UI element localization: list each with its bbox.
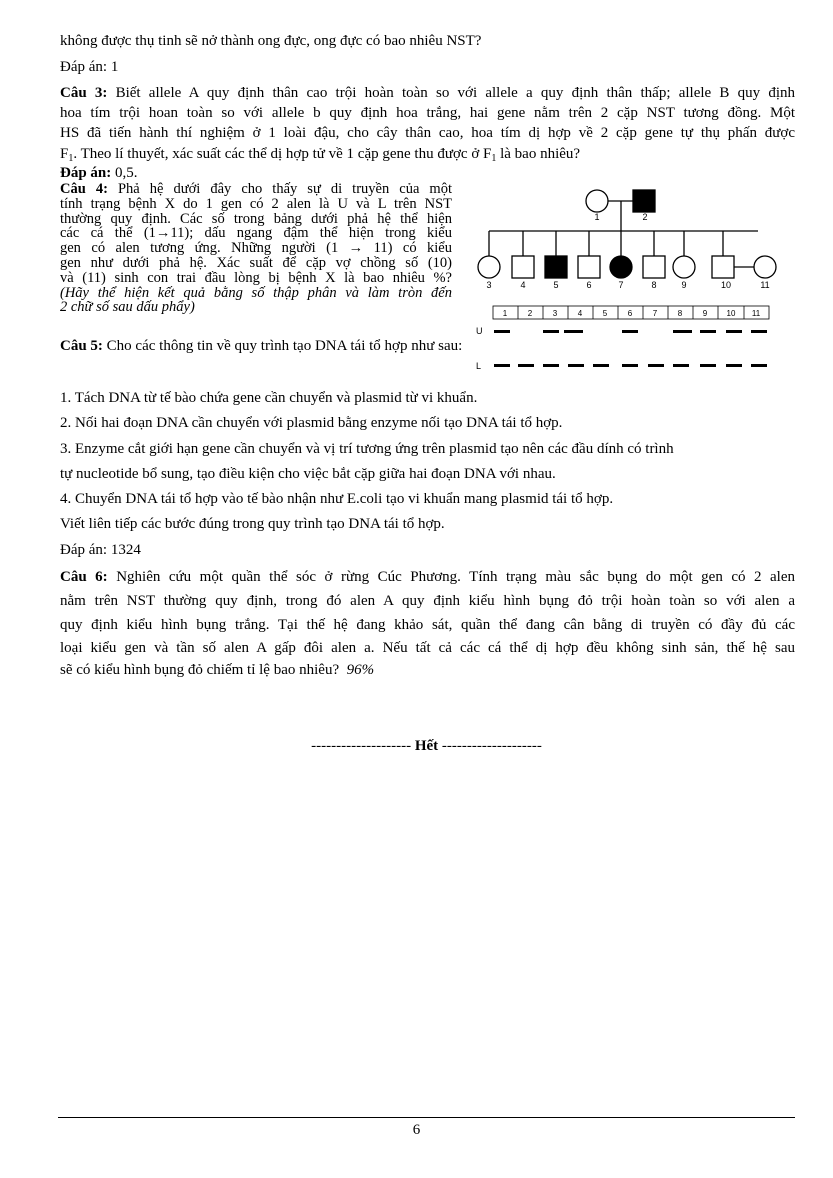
individual-2-male-affected	[633, 190, 655, 212]
svg-text:7: 7	[652, 309, 658, 318]
q6-label: Câu 6:	[60, 569, 108, 585]
q6-answer: 96%	[346, 662, 375, 678]
svg-text:4: 4	[577, 309, 583, 318]
row-l-label: L	[476, 361, 482, 371]
q6-line-5: sẽ có kiểu hình bụng đỏ chiếm tỉ lệ bao nhiêu? 96%	[60, 662, 375, 678]
individual-3-female	[478, 256, 500, 278]
svg-text:11: 11	[751, 309, 761, 318]
q5-step-4: 4. Chuyển DNA tái tổ hợp vào tế bào nhận như E.coli tạo vi khuẩn mang plasmid tái tổ hợp.	[60, 491, 614, 507]
q5-step-3b: tự nucleotide bổ sung, tạo điều kiện cho việc bắt cặp giữa hai đoạn DNA với nhau.	[60, 466, 556, 482]
row-u-label: U	[476, 326, 483, 336]
page-number: 6	[412, 1122, 421, 1138]
q3-label: Câu 3:	[60, 85, 108, 101]
q4-line-3: thường quy định. Các số trong bảng dưới phả hệ thể hiện	[60, 210, 452, 227]
q4-line-7: và (11) sinh con trai đầu lòng bị bệnh X là bao nhiêu %?	[60, 269, 452, 286]
row-u-bars	[494, 330, 767, 333]
q6-line-3: quy định kiểu hình bụng trắng. Tại thế hệ đang khảo sát, quần thể đang cân bằng di truyền có đầy đủ các	[60, 617, 795, 633]
q6-line-4: loại kiểu gen và tần số alen A gấp đôi alen a. Nếu tất cả các cá thể dị hợp đều không sinh sản, thế hệ sau	[60, 640, 795, 656]
q5-step-3a: 3. Enzyme cắt giới hạn gene cần chuyển và vị trí tương ứng trên plasmid tạo nên các đầu dính có trình	[60, 441, 674, 457]
label-5: 5	[553, 280, 559, 290]
individual-8-male	[643, 256, 665, 278]
individual-6-male	[578, 256, 600, 278]
label-8: 8	[651, 280, 657, 290]
row-l-bars	[494, 364, 767, 367]
q3-line-2: hoa tím trội hoan toàn so với allele b quy định hoa trắng, hai gene nằm trên 2 cặp NST tương đồng. Một	[60, 105, 795, 121]
q3-line-1: Câu 3: Biết allele A quy định thân cao trội hoàn toàn so với allele a quy định thân thấp; allele B quy định	[60, 85, 795, 101]
q3-line-3: HS đã tiến hành thí nghiệm ở 1 loài đậu, cho cây thân cao, hoa tím dị hợp về 2 cặp gene tự thụ phấn được	[60, 125, 795, 141]
footer-rule	[58, 1117, 795, 1118]
svg-text:1: 1	[502, 309, 508, 318]
q4-line-4: các cá thể (1→11); dấu ngang đậm thể hiện trong kiểu	[60, 225, 452, 242]
individual-9-female	[673, 256, 695, 278]
label-4: 4	[520, 280, 526, 290]
label-10: 10	[720, 280, 732, 290]
label-1: 1	[594, 212, 600, 222]
label-11: 11	[760, 280, 770, 290]
q3-line-4: $F_1$. Theo lí thuyết, xác suất các thể dị hợp tử về 1 cặp gene thu được ở $F_1$ là bao nhiêu?	[60, 146, 581, 164]
q5-intro: Câu 5: Cho các thông tin về quy trình tạo DNA tái tổ hợp như sau:	[60, 338, 463, 354]
intro-question-tail: không được thụ tinh sẽ nở thành ong đực, ong đực có bao nhiêu NST?	[60, 33, 482, 49]
q4-line-6: gen như dưới phả hệ. Xác suất để cặp vợ chồng số (10)	[60, 254, 452, 271]
label-3: 3	[486, 280, 492, 290]
q5-prompt: Viết liên tiếp các bước đúng trong quy trình tạo DNA tái tổ hợp.	[60, 516, 445, 532]
q4-line-1: Câu 4: Phả hệ dưới đây cho thấy sự di truyền của một	[60, 181, 452, 197]
individual-5-male-affected	[545, 256, 567, 278]
q4-line-5: gen có alen tương ứng. Những người (1 → 11) có kiểu	[60, 240, 452, 257]
q6-line-1: Câu 6: Nghiên cứu một quần thể sóc ở rừng Cúc Phương. Tính trạng màu sắc bụng do một gen có 2 alen	[60, 569, 796, 585]
end-marker: -------------------- Hết --------------------	[311, 738, 542, 754]
q4-text	[60, 182, 452, 315]
q6-line-2: nằm trên NST thường quy định, trong đó alen A quy định kiểu hình bụng đỏ trội hoàn toàn so với alen a	[60, 593, 795, 609]
q4-line-8: (Hãy thể hiện kết quả bằng số thập phân và làm tròn đến	[60, 284, 452, 301]
label-6: 6	[586, 280, 592, 290]
label-7: 7	[618, 280, 624, 290]
svg-text:9: 9	[702, 309, 708, 318]
svg-text:2: 2	[527, 309, 533, 318]
svg-text:8: 8	[677, 309, 683, 318]
svg-text:3: 3	[552, 309, 558, 318]
q4-line-2: tính trạng bệnh X do 1 gen có 2 alen là U và L trên NST	[60, 195, 452, 212]
individual-7-female-affected	[610, 256, 632, 278]
q5-label: Câu 5:	[60, 338, 103, 354]
individual-4-male	[512, 256, 534, 278]
individual-11-female	[754, 256, 776, 278]
q3-answer: Đáp án: 0,5.	[60, 165, 138, 181]
svg-text:10: 10	[726, 309, 736, 318]
individual-1-female	[586, 190, 608, 212]
label-2: 2	[642, 212, 648, 222]
q5-answer: Đáp án: 1324	[60, 542, 141, 558]
q5-step-2: 2. Nối hai đoạn DNA cần chuyển với plasmid bằng enzyme nối tạo DNA tái tổ hợp.	[60, 415, 563, 431]
label-9: 9	[681, 280, 687, 290]
individual-10-male	[712, 256, 734, 278]
q4-label: Câu 4:	[60, 181, 108, 197]
q5-step-1: 1. Tách DNA từ tế bào chứa gene cần chuyển và plasmid từ vi khuẩn.	[60, 390, 478, 406]
svg-text:5: 5	[602, 309, 608, 318]
svg-text:6: 6	[627, 309, 633, 318]
q4-line-9: 2 chữ số sau dấu phẩy)	[60, 299, 195, 316]
intro-answer: Đáp án: 1	[60, 59, 119, 75]
